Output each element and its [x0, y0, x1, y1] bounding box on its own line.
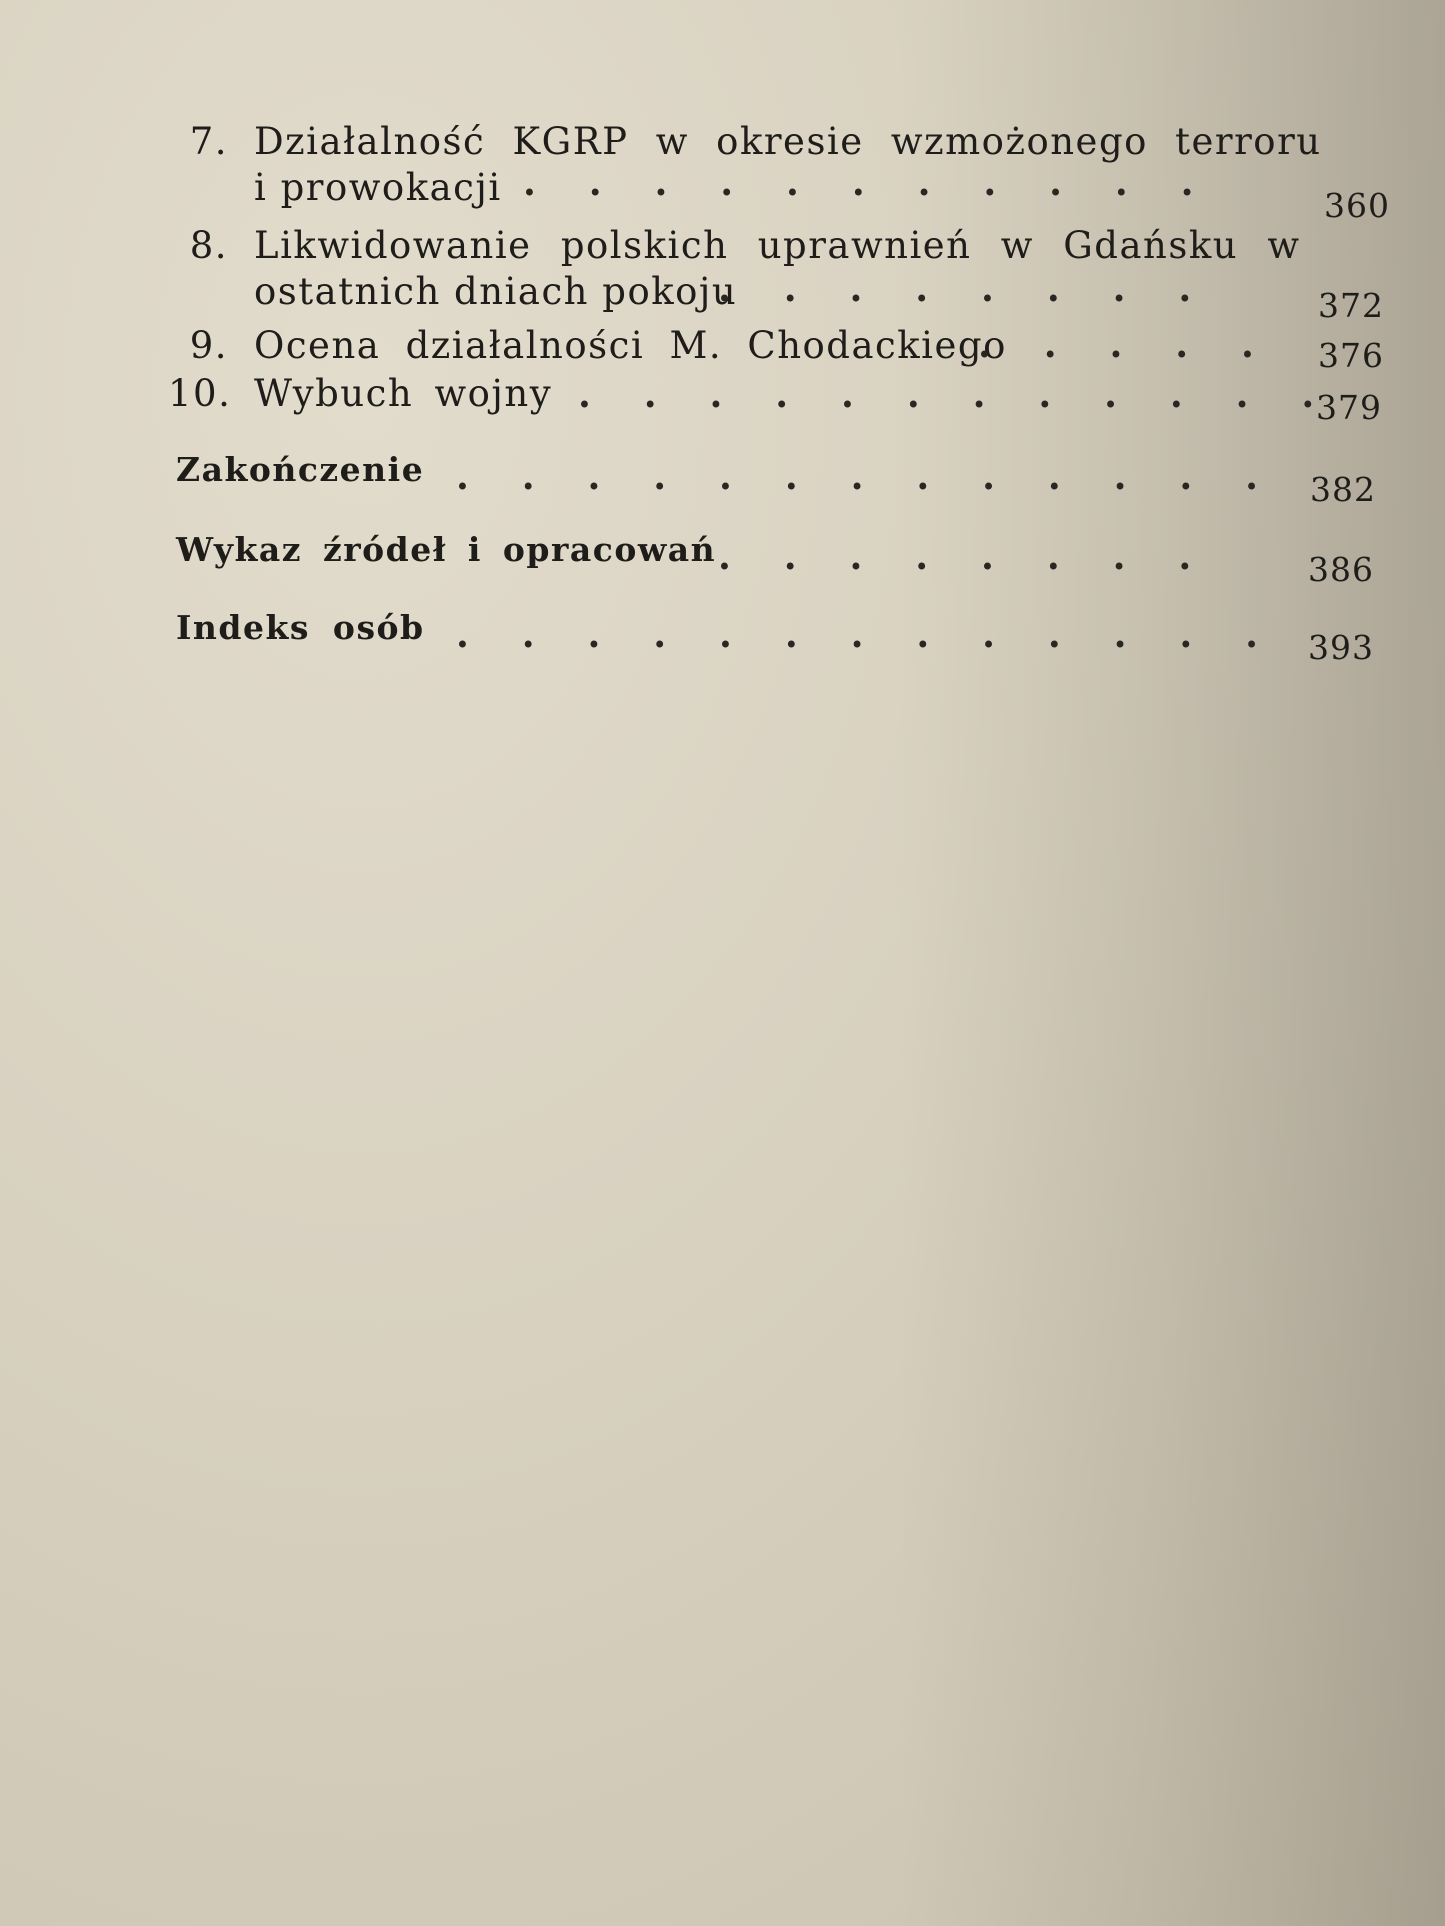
section-title: Zakończenie [176, 450, 425, 489]
entry-title-line-1: Wybuch wojny [254, 372, 553, 415]
dot-leader: . . . . . . . . [718, 534, 1212, 578]
entry-title-line-2: i prowokacji [254, 166, 502, 209]
section-title: Indeks osób [176, 608, 425, 647]
dot-leader: . . . . . [978, 322, 1274, 366]
section-page-number: 382 [1310, 470, 1376, 509]
section-page-number: 393 [1308, 628, 1374, 667]
entry-page-number: 360 [1324, 186, 1390, 225]
entry-number: 8. [189, 224, 228, 267]
entry-number: 10. [168, 372, 232, 415]
entry-number: 7. [189, 120, 228, 163]
entry-title-line-1: Działalność KGRP w okresie wzmożonego terroru [254, 120, 1322, 163]
entry-number: 9. [189, 324, 228, 367]
dot-leader: . . . . . . . . . . . [523, 160, 1214, 204]
entry-page-number: 376 [1318, 336, 1384, 375]
dot-leader: . . . . . . . . [718, 266, 1212, 310]
section-title: Wykaz źródeł i opracowań [176, 530, 717, 569]
entry-title-line-1: Ocena działalności M. Chodackiego [254, 324, 1007, 367]
dot-leader: . . . . . . . . . . . . . [456, 454, 1279, 498]
dot-leader: . . . . . . . . . . . . . [456, 612, 1279, 656]
entry-page-number: 372 [1318, 286, 1384, 325]
section-page-number: 386 [1308, 550, 1374, 589]
entry-page-number: 379 [1316, 388, 1382, 427]
entry-title-line-1: Likwidowanie polskich uprawnień w Gdańsku w [254, 224, 1301, 267]
entry-title-line-2: ostatnich dniach pokoju [254, 270, 738, 313]
dot-leader: . . . . . . . . . . . . [578, 372, 1335, 416]
